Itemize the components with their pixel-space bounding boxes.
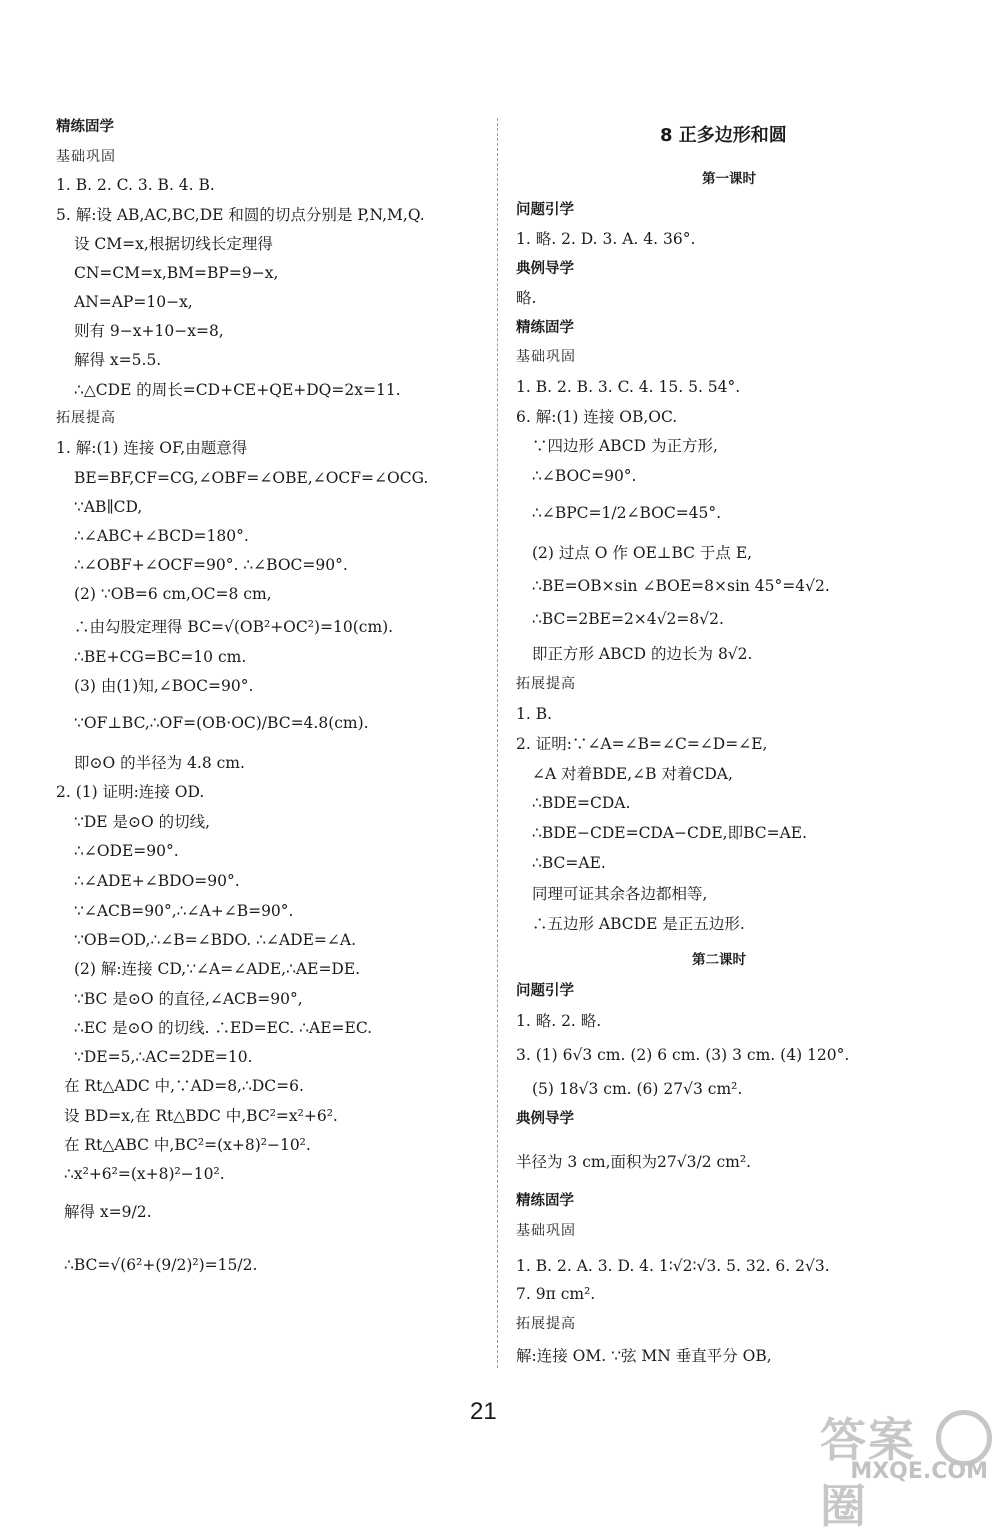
answer-line: ∴∠ABC+∠BCD=180°. (74, 527, 249, 545)
heading-extension: 拓展提高 (516, 1316, 576, 1332)
watermark-logo (820, 1404, 992, 1533)
answer-line: 解得 x=5.5. (74, 351, 162, 369)
answer-line: ∵DE=5,∴AC=2DE=10. (74, 1048, 253, 1066)
answer-line: ∴EC 是⊙O 的切线. ∴ED=EC. ∴AE=EC. (74, 1019, 373, 1037)
answer-line: 略. (516, 289, 537, 307)
answer-line: 即⊙O 的半径为 4.8 cm. (74, 754, 245, 772)
heading-extension: 拓展提高 (516, 676, 576, 692)
column-divider (497, 118, 498, 1368)
answer-line: 6. 解:(1) 连接 OB,OC. (516, 408, 678, 426)
watermark-text: 答案圈 (820, 1413, 916, 1533)
answer-line: (2) ∵OB=6 cm,OC=8 cm, (74, 585, 272, 603)
answer-line: 1. 略. 2. D. 3. A. 4. 36°. (516, 230, 696, 248)
answer-line: 则有 9−x+10−x=8, (74, 322, 224, 340)
answer-line: ∴x²+6²=(x+8)²−10². (64, 1165, 225, 1183)
answer-line: (2) 解:连接 CD,∵∠A=∠ADE,∴AE=DE. (74, 960, 361, 978)
heading-extension: 拓展提高 (56, 410, 116, 426)
answer-line: ∴五边形 ABCDE 是正五边形. (532, 915, 745, 933)
answer-line: ∠A 对着BDE,∠B 对着CDA, (532, 765, 733, 783)
answer-line: AN=AP=10−x, (74, 293, 193, 311)
answer-line: (3) 由(1)知,∠BOC=90°. (74, 677, 254, 695)
answer-line: 半径为 3 cm,面积为27√3/2 cm². (516, 1153, 752, 1171)
answer-line: ∴由勾股定理得 BC=√(OB²+OC²)=10(cm). (74, 618, 394, 636)
page-number: 21 (470, 1398, 497, 1425)
answer-line: ∵OB=OD,∴∠B=∠BDO. ∴∠ADE=∠A. (74, 931, 357, 949)
answer-line: ∴△CDE 的周长=CD+CE+QE+DQ=2x=11. (74, 381, 401, 399)
answer-line: ∵∠ACB=90°,∴∠A+∠B=90°. (74, 902, 294, 920)
answer-line: CN=CM=x,BM=BP=9−x, (74, 264, 279, 282)
answer-line: 1. B. (516, 705, 553, 723)
answer-line: ∴∠OBF+∠OCF=90°. ∴∠BOC=90°. (74, 556, 348, 574)
answer-line: ∵BC 是⊙O 的直径,∠ACB=90°, (74, 990, 303, 1008)
answer-line: ∵AB∥CD, (74, 498, 143, 516)
lesson-title: 第一课时 (702, 171, 756, 187)
heading-questions: 问题引学 (516, 983, 574, 999)
heading-practice: 精练固学 (516, 1193, 574, 1209)
answer-line: ∴∠ODE=90°. (74, 842, 179, 860)
answer-line: 1. B. 2. C. 3. B. 4. B. (56, 176, 215, 194)
answer-line: ∴BE=OB×sin ∠BOE=8×sin 45°=4√2. (532, 577, 830, 595)
lesson-title: 第二课时 (692, 952, 746, 968)
heading-basic: 基础巩固 (56, 149, 116, 165)
answer-line: (2) 过点 O 作 OE⊥BC 于点 E, (532, 544, 753, 562)
answer-line: 1. B. 2. A. 3. D. 4. 1∶√2∶√3. 5. 32. 6. 2√3. (516, 1257, 830, 1275)
answer-line: 3. (1) 6√3 cm. (2) 6 cm. (3) 3 cm. (4) 120°. (516, 1046, 850, 1064)
answer-line: 解得 x=9/2. (64, 1203, 152, 1221)
answer-line: ∴BDE−CDE=CDA−CDE,即BC=AE. (532, 824, 808, 842)
answer-line: 5. 解:设 AB,AC,BC,DE 和圆的切点分别是 P,N,M,Q. (56, 206, 425, 224)
answer-line: 在 Rt△ABC 中,BC²=(x+8)²−10². (64, 1136, 311, 1154)
heading-basic: 基础巩固 (516, 1223, 576, 1239)
answer-line: 设 BD=x,在 Rt△BDC 中,BC²=x²+6². (64, 1107, 338, 1125)
answer-line: ∵四边形 ABCD 为正方形, (532, 437, 718, 455)
answer-line: ∴BC=√(6²+(9/2)²)=15/2. (64, 1256, 258, 1274)
heading-practice: 精练固学 (516, 320, 574, 336)
heading-examples: 典例导学 (516, 261, 574, 277)
answer-line: ∴BC=AE. (532, 854, 606, 872)
answer-line: ∴∠BPC=1/2∠BOC=45°. (532, 504, 722, 522)
answer-line: ∴∠ADE+∠BDO=90°. (74, 872, 240, 890)
heading-practice: 精练固学 (56, 119, 114, 135)
answer-line: (5) 18√3 cm. (6) 27√3 cm². (532, 1080, 743, 1098)
answer-line: 在 Rt△ADC 中,∵AD=8,∴DC=6. (64, 1077, 304, 1095)
answer-line: 2. (1) 证明:连接 OD. (56, 783, 205, 801)
answer-line: ∴BE+CG=BC=10 cm. (74, 648, 247, 666)
answer-line: ∴BDE=CDA. (532, 794, 631, 812)
answer-line: 1. B. 2. B. 3. C. 4. 15. 5. 54°. (516, 378, 741, 396)
answer-line: 设 CM=x,根据切线长定理得 (74, 235, 273, 253)
answer-line: ∵DE 是⊙O 的切线, (74, 813, 211, 831)
heading-basic: 基础巩固 (516, 349, 576, 365)
answer-line: BE=BF,CF=CG,∠OBF=∠OBE,∠OCF=∠OCG. (74, 469, 429, 487)
watermark-url: MXQE.COM (850, 1459, 988, 1484)
answer-line: ∴∠BOC=90°. (532, 467, 637, 485)
heading-examples: 典例导学 (516, 1111, 574, 1127)
answer-line: 即正方形 ABCD 的边长为 8√2. (532, 645, 753, 663)
answer-line: 同理可证其余各边都相等, (532, 885, 708, 903)
answer-line: 1. 略. 2. 略. (516, 1012, 602, 1030)
answer-line: 7. 9π cm². (516, 1285, 596, 1303)
answer-line: ∵OF⊥BC,∴OF=(OB·OC)/BC=4.8(cm). (74, 714, 369, 732)
answer-line: 解:连接 OM. ∵弦 MN 垂直平分 OB, (516, 1347, 772, 1365)
answer-line: ∴BC=2BE=2×4√2=8√2. (532, 610, 724, 628)
answer-line: 1. 解:(1) 连接 OF,由题意得 (56, 439, 248, 457)
section-title: 8 正多边形和圆 (660, 125, 787, 146)
answer-line: 2. 证明:∵∠A=∠B=∠C=∠D=∠E, (516, 735, 768, 753)
heading-questions: 问题引学 (516, 202, 574, 218)
